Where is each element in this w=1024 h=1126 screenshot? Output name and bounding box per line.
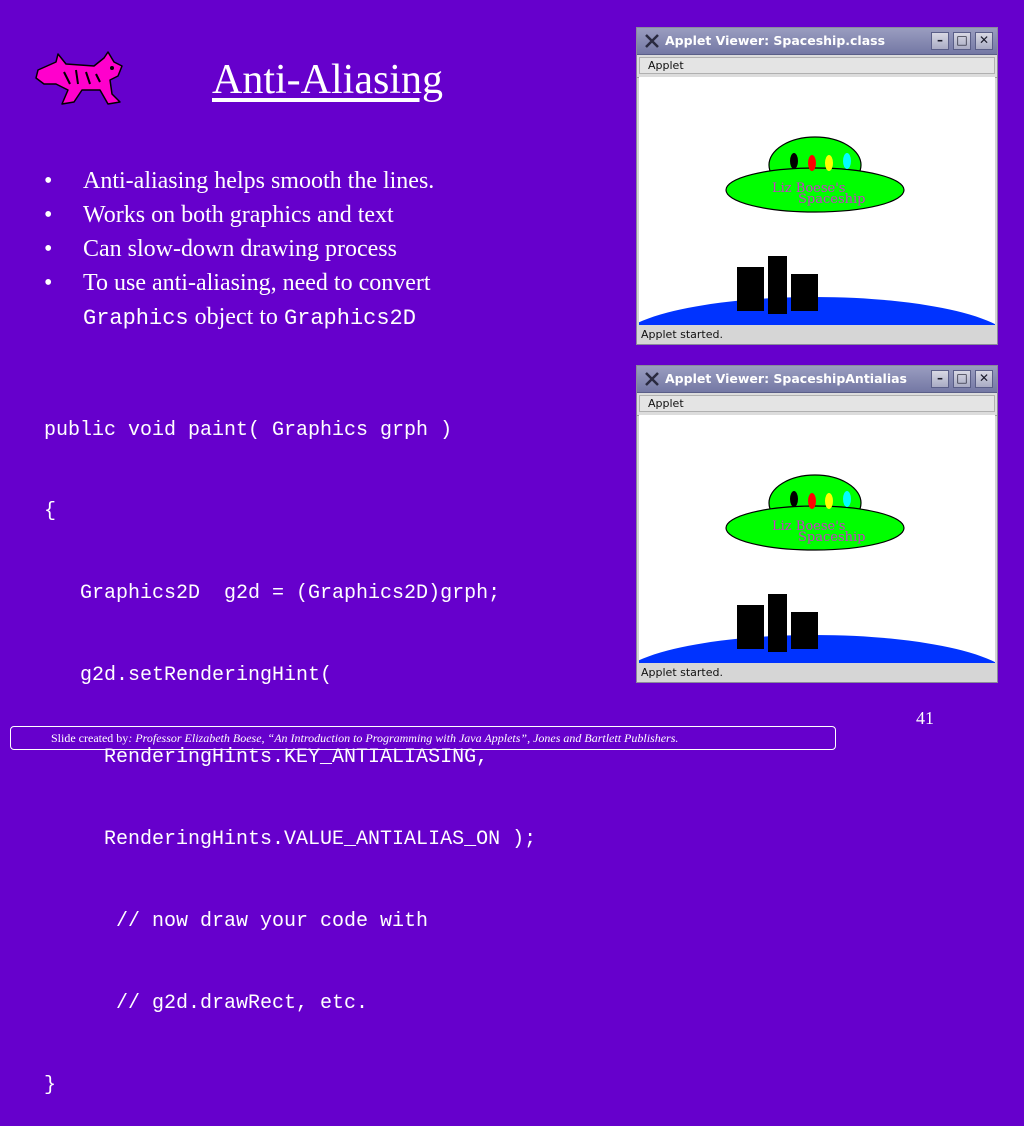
bullet-text: Can slow-down drawing process [83, 236, 397, 262]
saucer-label-line2: Spaceship [798, 530, 866, 545]
bullet-item [44, 232, 624, 266]
cat-logo-icon [34, 50, 126, 108]
spaceship-scene [639, 415, 995, 663]
saucer-label-line2: Spaceship [798, 192, 866, 207]
window-title: Applet Viewer: SpaceshipAntialias [665, 371, 907, 386]
code-line: RenderingHints.VALUE_ANTIALIAS_ON ); [44, 828, 537, 852]
saucer-label-line1: Liz Boese's [772, 181, 846, 196]
applet-viewer-window-spaceship [636, 27, 998, 345]
bullet-text: Anti-aliasing helps smooth the lines. [83, 168, 435, 194]
maximize-button[interactable]: □ [953, 32, 971, 50]
window-titlebar[interactable] [637, 28, 997, 55]
code-line: // now draw your code with [44, 909, 429, 933]
window-title: Applet Viewer: Spaceship.class [665, 33, 886, 48]
saucer-light-red [808, 155, 816, 171]
footer-credit-text: : Professor Elizabeth Boese, “An Introduction to Programming with Java Applets”, Jones and Bartlett Publishers. [128, 731, 679, 745]
window-titlebar[interactable] [637, 366, 997, 393]
bullet-item [44, 266, 624, 336]
page-number: 41 [916, 708, 934, 728]
close-button[interactable]: ✕ [975, 370, 993, 388]
bullet-text-mid: object to [194, 304, 278, 330]
bullet-text: Works on both graphics and text [83, 202, 394, 228]
saucer-light-cyan [843, 491, 851, 507]
slide-title: Anti-Aliasing [212, 57, 443, 103]
menubar [637, 55, 997, 78]
window-menu-icon[interactable] [643, 370, 661, 388]
close-button[interactable]: ✕ [975, 32, 993, 50]
code-line: public void paint( Graphics grph ) [44, 418, 453, 442]
applet-viewer-window-spaceship-antialias [636, 365, 998, 683]
menu-applet[interactable]: Applet [639, 57, 995, 74]
bullet-text: To use anti-aliasing, need to convert [83, 270, 431, 296]
building [768, 594, 787, 652]
menubar [637, 393, 997, 416]
building [737, 267, 764, 311]
code-line: g2d.setRenderingHint( [44, 664, 333, 688]
saucer-light-cyan [843, 153, 851, 169]
maximize-button[interactable]: □ [953, 370, 971, 388]
saucer-light-black [790, 153, 798, 169]
footer-prefix: Slide created by [51, 731, 129, 745]
building [791, 274, 818, 311]
bullet-item [44, 198, 624, 232]
minimize-button[interactable]: – [931, 32, 949, 50]
menu-applet[interactable]: Applet [639, 395, 995, 412]
window-menu-icon[interactable] [643, 32, 661, 50]
code-line: { [44, 500, 57, 524]
code-line: // g2d.drawRect, etc. [44, 991, 369, 1015]
saucer-light-black [790, 491, 798, 507]
saucer-light-red [808, 493, 816, 509]
saucer-label-line1: Liz Boese's [772, 519, 846, 534]
spaceship-scene [639, 77, 995, 325]
status-text: Applet started. [641, 666, 723, 679]
code-term-graphics2d: Graphics2D [283, 306, 416, 331]
saucer-light-yellow [825, 155, 833, 171]
bullet-item [44, 164, 624, 198]
applet-canvas [639, 77, 995, 325]
code-term-graphics: Graphics [83, 306, 189, 331]
building [768, 256, 787, 314]
applet-canvas [639, 415, 995, 663]
code-line: Graphics2D g2d = (Graphics2D)grph; [44, 582, 501, 606]
building [737, 605, 764, 649]
code-line: RenderingHints.KEY_ANTIALIASING, [44, 746, 489, 770]
bullet-list [44, 164, 624, 336]
footer-credit [10, 726, 836, 750]
status-text: Applet started. [641, 328, 723, 341]
building [791, 612, 818, 649]
minimize-button[interactable]: – [931, 370, 949, 388]
saucer-light-yellow [825, 493, 833, 509]
code-line: } [44, 1073, 57, 1097]
